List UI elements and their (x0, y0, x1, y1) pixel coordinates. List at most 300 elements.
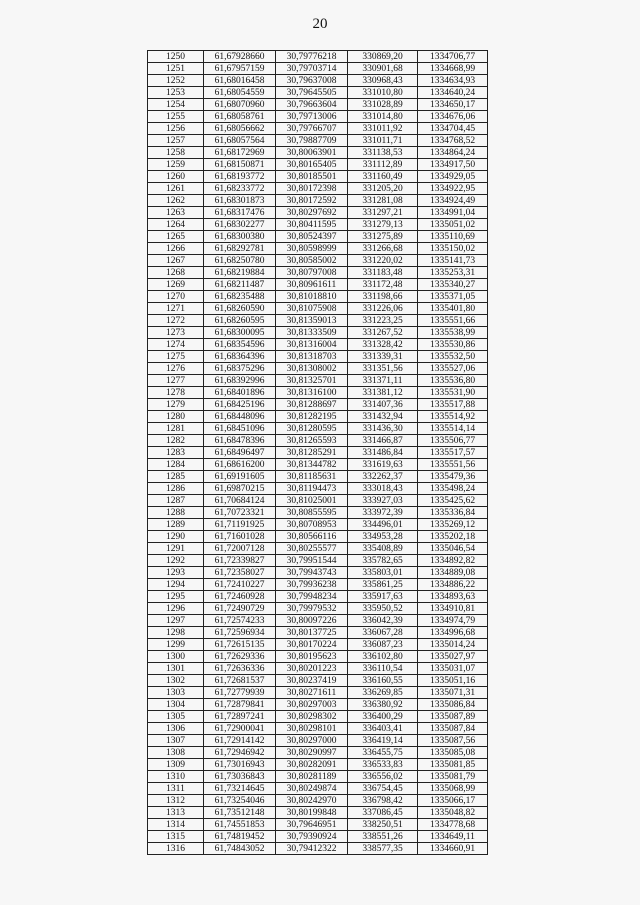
point-number-cell: 1250 (148, 51, 204, 63)
y-coordinate-cell: 1335110,69 (418, 231, 488, 243)
y-coordinate-cell: 1335071,31 (418, 687, 488, 699)
y-coordinate-cell: 1334893,63 (418, 591, 488, 603)
x-coordinate-cell: 335782,65 (348, 555, 418, 567)
y-coordinate-cell: 1335087,89 (418, 711, 488, 723)
y-coordinate-cell: 1335051,16 (418, 675, 488, 687)
table-row (148, 207, 488, 219)
y-coordinate-cell: 1334649,11 (418, 831, 488, 843)
longitude-cell: 30,80524397 (276, 231, 348, 243)
x-coordinate-cell: 331198,66 (348, 291, 418, 303)
table-row (148, 639, 488, 651)
longitude-cell: 30,80271611 (276, 687, 348, 699)
table-row (148, 219, 488, 231)
point-number-cell: 1297 (148, 615, 204, 627)
longitude-cell: 30,80185501 (276, 171, 348, 183)
coordinates-table-body (148, 51, 488, 855)
y-coordinate-cell: 1335517,88 (418, 399, 488, 411)
point-number-cell: 1261 (148, 183, 204, 195)
longitude-cell: 30,79713006 (276, 111, 348, 123)
point-number-cell: 1265 (148, 231, 204, 243)
longitude-cell: 30,80165405 (276, 159, 348, 171)
x-coordinate-cell: 330869,20 (348, 51, 418, 63)
y-coordinate-cell: 1335498,24 (418, 483, 488, 495)
longitude-cell: 30,81344782 (276, 459, 348, 471)
longitude-cell: 30,79703714 (276, 63, 348, 75)
longitude-cell: 30,80961611 (276, 279, 348, 291)
point-number-cell: 1251 (148, 63, 204, 75)
table-row (148, 567, 488, 579)
latitude-cell: 61,68616200 (204, 459, 276, 471)
y-coordinate-cell: 1334996,68 (418, 627, 488, 639)
latitude-cell: 61,73214645 (204, 783, 276, 795)
table-row (148, 615, 488, 627)
point-number-cell: 1298 (148, 627, 204, 639)
longitude-cell: 30,80170224 (276, 639, 348, 651)
longitude-cell: 30,81194473 (276, 483, 348, 495)
y-coordinate-cell: 1335401,80 (418, 303, 488, 315)
x-coordinate-cell: 336419,14 (348, 735, 418, 747)
point-number-cell: 1271 (148, 303, 204, 315)
y-coordinate-cell: 1334974,79 (418, 615, 488, 627)
y-coordinate-cell: 1335048,82 (418, 807, 488, 819)
x-coordinate-cell: 338577,35 (348, 843, 418, 855)
longitude-cell: 30,79390924 (276, 831, 348, 843)
x-coordinate-cell: 335803,01 (348, 567, 418, 579)
longitude-cell: 30,80297003 (276, 699, 348, 711)
longitude-cell: 30,79979532 (276, 603, 348, 615)
latitude-cell: 61,72946942 (204, 747, 276, 759)
x-coordinate-cell: 336455,75 (348, 747, 418, 759)
table-row (148, 651, 488, 663)
point-number-cell: 1313 (148, 807, 204, 819)
y-coordinate-cell: 1334778,68 (418, 819, 488, 831)
point-number-cell: 1262 (148, 195, 204, 207)
y-coordinate-cell: 1335087,56 (418, 735, 488, 747)
point-number-cell: 1316 (148, 843, 204, 855)
x-coordinate-cell: 331281,08 (348, 195, 418, 207)
point-number-cell: 1287 (148, 495, 204, 507)
y-coordinate-cell: 1335051,02 (418, 219, 488, 231)
point-number-cell: 1255 (148, 111, 204, 123)
point-number-cell: 1289 (148, 519, 204, 531)
point-number-cell: 1275 (148, 351, 204, 363)
point-number-cell: 1283 (148, 447, 204, 459)
point-number-cell: 1281 (148, 423, 204, 435)
table-row (148, 423, 488, 435)
x-coordinate-cell: 337086,45 (348, 807, 418, 819)
y-coordinate-cell: 1335514,14 (418, 423, 488, 435)
table-row (148, 459, 488, 471)
x-coordinate-cell: 330968,43 (348, 75, 418, 87)
point-number-cell: 1270 (148, 291, 204, 303)
table-row (148, 495, 488, 507)
y-coordinate-cell: 1334886,22 (418, 579, 488, 591)
y-coordinate-cell: 1335027,97 (418, 651, 488, 663)
latitude-cell: 61,68301873 (204, 195, 276, 207)
table-row (148, 831, 488, 843)
latitude-cell: 61,72636336 (204, 663, 276, 675)
longitude-cell: 30,80172398 (276, 183, 348, 195)
table-row (148, 543, 488, 555)
latitude-cell: 61,68451096 (204, 423, 276, 435)
latitude-cell: 61,72490729 (204, 603, 276, 615)
y-coordinate-cell: 1335551,66 (418, 315, 488, 327)
x-coordinate-cell: 336400,29 (348, 711, 418, 723)
x-coordinate-cell: 333018,43 (348, 483, 418, 495)
point-number-cell: 1295 (148, 591, 204, 603)
table-row (148, 135, 488, 147)
longitude-cell: 30,80172592 (276, 195, 348, 207)
table-row (148, 579, 488, 591)
longitude-cell: 30,81359013 (276, 315, 348, 327)
x-coordinate-cell: 336533,83 (348, 759, 418, 771)
x-coordinate-cell: 336087,23 (348, 639, 418, 651)
x-coordinate-cell: 334953,28 (348, 531, 418, 543)
y-coordinate-cell: 1335479,36 (418, 471, 488, 483)
table-row (148, 87, 488, 99)
longitude-cell: 30,80585002 (276, 255, 348, 267)
point-number-cell: 1282 (148, 435, 204, 447)
longitude-cell: 30,79776218 (276, 51, 348, 63)
longitude-cell: 30,80297000 (276, 735, 348, 747)
y-coordinate-cell: 1334660,91 (418, 843, 488, 855)
x-coordinate-cell: 331112,89 (348, 159, 418, 171)
x-coordinate-cell: 338250,51 (348, 819, 418, 831)
y-coordinate-cell: 1335340,27 (418, 279, 488, 291)
table-row (148, 231, 488, 243)
table-row (148, 51, 488, 63)
y-coordinate-cell: 1335150,02 (418, 243, 488, 255)
longitude-cell: 30,81316100 (276, 387, 348, 399)
point-number-cell: 1302 (148, 675, 204, 687)
y-coordinate-cell: 1334668,99 (418, 63, 488, 75)
x-coordinate-cell: 332262,37 (348, 471, 418, 483)
x-coordinate-cell: 331267,52 (348, 327, 418, 339)
longitude-cell: 30,80297692 (276, 207, 348, 219)
latitude-cell: 61,68375296 (204, 363, 276, 375)
table-row (148, 387, 488, 399)
x-coordinate-cell: 331619,63 (348, 459, 418, 471)
point-number-cell: 1294 (148, 579, 204, 591)
latitude-cell: 61,72629336 (204, 651, 276, 663)
y-coordinate-cell: 1335031,07 (418, 663, 488, 675)
y-coordinate-cell: 1334640,24 (418, 87, 488, 99)
point-number-cell: 1304 (148, 699, 204, 711)
table-row (148, 315, 488, 327)
y-coordinate-cell: 1335014,24 (418, 639, 488, 651)
y-coordinate-cell: 1335046,54 (418, 543, 488, 555)
point-number-cell: 1259 (148, 159, 204, 171)
table-row (148, 399, 488, 411)
longitude-cell: 30,81318703 (276, 351, 348, 363)
latitude-cell: 61,68260595 (204, 315, 276, 327)
y-coordinate-cell: 1334650,17 (418, 99, 488, 111)
point-number-cell: 1288 (148, 507, 204, 519)
y-coordinate-cell: 1334892,82 (418, 555, 488, 567)
y-coordinate-cell: 1335141,73 (418, 255, 488, 267)
table-row (148, 267, 488, 279)
latitude-cell: 61,68448096 (204, 411, 276, 423)
x-coordinate-cell: 336102,80 (348, 651, 418, 663)
table-row (148, 519, 488, 531)
longitude-cell: 30,80097226 (276, 615, 348, 627)
point-number-cell: 1256 (148, 123, 204, 135)
point-number-cell: 1311 (148, 783, 204, 795)
longitude-cell: 30,80255577 (276, 543, 348, 555)
x-coordinate-cell: 336269,85 (348, 687, 418, 699)
y-coordinate-cell: 1335517,57 (418, 447, 488, 459)
table-row (148, 291, 488, 303)
y-coordinate-cell: 1335336,84 (418, 507, 488, 519)
x-coordinate-cell: 331407,36 (348, 399, 418, 411)
longitude-cell: 30,79951544 (276, 555, 348, 567)
x-coordinate-cell: 336380,92 (348, 699, 418, 711)
x-coordinate-cell: 331010,80 (348, 87, 418, 99)
table-row (148, 171, 488, 183)
latitude-cell: 61,72900041 (204, 723, 276, 735)
table-row (148, 759, 488, 771)
longitude-cell: 30,80281189 (276, 771, 348, 783)
longitude-cell: 30,80242970 (276, 795, 348, 807)
longitude-cell: 30,80855595 (276, 507, 348, 519)
table-row (148, 99, 488, 111)
x-coordinate-cell: 331220,02 (348, 255, 418, 267)
longitude-cell: 30,81308002 (276, 363, 348, 375)
latitude-cell: 61,68211487 (204, 279, 276, 291)
table-row (148, 303, 488, 315)
x-coordinate-cell: 336556,02 (348, 771, 418, 783)
longitude-cell: 30,80598999 (276, 243, 348, 255)
y-coordinate-cell: 1335551,56 (418, 459, 488, 471)
longitude-cell: 30,81185631 (276, 471, 348, 483)
point-number-cell: 1293 (148, 567, 204, 579)
longitude-cell: 30,80249874 (276, 783, 348, 795)
y-coordinate-cell: 1335253,31 (418, 267, 488, 279)
y-coordinate-cell: 1334706,77 (418, 51, 488, 63)
longitude-cell: 30,79936238 (276, 579, 348, 591)
x-coordinate-cell: 331011,71 (348, 135, 418, 147)
longitude-cell: 30,79766707 (276, 123, 348, 135)
y-coordinate-cell: 1334910,81 (418, 603, 488, 615)
table-row (148, 735, 488, 747)
x-coordinate-cell: 335861,25 (348, 579, 418, 591)
longitude-cell: 30,81280595 (276, 423, 348, 435)
table-row (148, 339, 488, 351)
x-coordinate-cell: 331160,49 (348, 171, 418, 183)
y-coordinate-cell: 1335371,05 (418, 291, 488, 303)
x-coordinate-cell: 331205,20 (348, 183, 418, 195)
latitude-cell: 61,68235488 (204, 291, 276, 303)
latitude-cell: 61,72460928 (204, 591, 276, 603)
longitude-cell: 30,81333509 (276, 327, 348, 339)
x-coordinate-cell: 331223,25 (348, 315, 418, 327)
latitude-cell: 61,73254046 (204, 795, 276, 807)
point-number-cell: 1285 (148, 471, 204, 483)
latitude-cell: 61,68057564 (204, 135, 276, 147)
longitude-cell: 30,81316004 (276, 339, 348, 351)
latitude-cell: 61,72007128 (204, 543, 276, 555)
table-row (148, 255, 488, 267)
point-number-cell: 1292 (148, 555, 204, 567)
latitude-cell: 61,69870215 (204, 483, 276, 495)
x-coordinate-cell: 331011,92 (348, 123, 418, 135)
latitude-cell: 61,68300095 (204, 327, 276, 339)
table-row (148, 747, 488, 759)
y-coordinate-cell: 1335085,08 (418, 747, 488, 759)
y-coordinate-cell: 1334922,95 (418, 183, 488, 195)
y-coordinate-cell: 1335068,99 (418, 783, 488, 795)
y-coordinate-cell: 1335269,12 (418, 519, 488, 531)
latitude-cell: 61,68233772 (204, 183, 276, 195)
x-coordinate-cell: 331183,48 (348, 267, 418, 279)
latitude-cell: 61,72410227 (204, 579, 276, 591)
table-row (148, 687, 488, 699)
y-coordinate-cell: 1334768,52 (418, 135, 488, 147)
y-coordinate-cell: 1334929,05 (418, 171, 488, 183)
latitude-cell: 61,68496497 (204, 447, 276, 459)
x-coordinate-cell: 331297,21 (348, 207, 418, 219)
point-number-cell: 1309 (148, 759, 204, 771)
point-number-cell: 1314 (148, 819, 204, 831)
table-row (148, 75, 488, 87)
latitude-cell: 61,68193772 (204, 171, 276, 183)
table-row (148, 771, 488, 783)
point-number-cell: 1307 (148, 735, 204, 747)
longitude-cell: 30,79948234 (276, 591, 348, 603)
point-number-cell: 1253 (148, 87, 204, 99)
x-coordinate-cell: 331381,12 (348, 387, 418, 399)
point-number-cell: 1277 (148, 375, 204, 387)
longitude-cell: 30,81025001 (276, 495, 348, 507)
point-number-cell: 1310 (148, 771, 204, 783)
latitude-cell: 61,74843052 (204, 843, 276, 855)
point-number-cell: 1296 (148, 603, 204, 615)
table-row (148, 843, 488, 855)
point-number-cell: 1278 (148, 387, 204, 399)
table-row (148, 627, 488, 639)
x-coordinate-cell: 331028,89 (348, 99, 418, 111)
table-row (148, 375, 488, 387)
longitude-cell: 30,80708953 (276, 519, 348, 531)
longitude-cell: 30,80411595 (276, 219, 348, 231)
longitude-cell: 30,80063901 (276, 147, 348, 159)
y-coordinate-cell: 1334917,50 (418, 159, 488, 171)
longitude-cell: 30,79663604 (276, 99, 348, 111)
point-number-cell: 1284 (148, 459, 204, 471)
y-coordinate-cell: 1335066,17 (418, 795, 488, 807)
longitude-cell: 30,81265593 (276, 435, 348, 447)
y-coordinate-cell: 1335086,84 (418, 699, 488, 711)
longitude-cell: 30,79412322 (276, 843, 348, 855)
y-coordinate-cell: 1335536,80 (418, 375, 488, 387)
point-number-cell: 1266 (148, 243, 204, 255)
latitude-cell: 61,72596934 (204, 627, 276, 639)
latitude-cell: 61,68150871 (204, 159, 276, 171)
point-number-cell: 1264 (148, 219, 204, 231)
latitude-cell: 61,68478396 (204, 435, 276, 447)
y-coordinate-cell: 1335425,62 (418, 495, 488, 507)
table-row (148, 435, 488, 447)
point-number-cell: 1286 (148, 483, 204, 495)
longitude-cell: 30,80237419 (276, 675, 348, 687)
longitude-cell: 30,80298101 (276, 723, 348, 735)
y-coordinate-cell: 1334634,93 (418, 75, 488, 87)
longitude-cell: 30,79943743 (276, 567, 348, 579)
y-coordinate-cell: 1334704,45 (418, 123, 488, 135)
point-number-cell: 1279 (148, 399, 204, 411)
x-coordinate-cell: 335408,89 (348, 543, 418, 555)
table-row (148, 723, 488, 735)
latitude-cell: 61,68354596 (204, 339, 276, 351)
table-row (148, 279, 488, 291)
x-coordinate-cell: 331275,89 (348, 231, 418, 243)
latitude-cell: 61,68425196 (204, 399, 276, 411)
latitude-cell: 61,74819452 (204, 831, 276, 843)
x-coordinate-cell: 335917,63 (348, 591, 418, 603)
point-number-cell: 1257 (148, 135, 204, 147)
x-coordinate-cell: 331432,94 (348, 411, 418, 423)
y-coordinate-cell: 1334676,06 (418, 111, 488, 123)
point-number-cell: 1290 (148, 531, 204, 543)
table-row (148, 327, 488, 339)
y-coordinate-cell: 1335530,86 (418, 339, 488, 351)
table-row (148, 711, 488, 723)
table-row (148, 351, 488, 363)
point-number-cell: 1272 (148, 315, 204, 327)
table-row (148, 471, 488, 483)
x-coordinate-cell: 336403,41 (348, 723, 418, 735)
point-number-cell: 1305 (148, 711, 204, 723)
table-row (148, 183, 488, 195)
coordinates-table (147, 50, 488, 855)
y-coordinate-cell: 1335506,77 (418, 435, 488, 447)
table-row (148, 447, 488, 459)
latitude-cell: 61,72681537 (204, 675, 276, 687)
y-coordinate-cell: 1335538,99 (418, 327, 488, 339)
point-number-cell: 1276 (148, 363, 204, 375)
latitude-cell: 61,68292781 (204, 243, 276, 255)
point-number-cell: 1306 (148, 723, 204, 735)
y-coordinate-cell: 1335081,85 (418, 759, 488, 771)
y-coordinate-cell: 1334889,08 (418, 567, 488, 579)
x-coordinate-cell: 336160,55 (348, 675, 418, 687)
latitude-cell: 61,70684124 (204, 495, 276, 507)
latitude-cell: 61,70723321 (204, 507, 276, 519)
point-number-cell: 1315 (148, 831, 204, 843)
x-coordinate-cell: 331014,80 (348, 111, 418, 123)
latitude-cell: 61,72358027 (204, 567, 276, 579)
longitude-cell: 30,80199848 (276, 807, 348, 819)
latitude-cell: 61,71191925 (204, 519, 276, 531)
longitude-cell: 30,80566116 (276, 531, 348, 543)
table-row (148, 783, 488, 795)
longitude-cell: 30,81285291 (276, 447, 348, 459)
x-coordinate-cell: 331172,48 (348, 279, 418, 291)
longitude-cell: 30,80282091 (276, 759, 348, 771)
latitude-cell: 61,68016458 (204, 75, 276, 87)
latitude-cell: 61,68058761 (204, 111, 276, 123)
x-coordinate-cell: 334496,01 (348, 519, 418, 531)
x-coordinate-cell: 331138,53 (348, 147, 418, 159)
table-row (148, 243, 488, 255)
table-row (148, 507, 488, 519)
longitude-cell: 30,80201223 (276, 663, 348, 675)
x-coordinate-cell: 336067,28 (348, 627, 418, 639)
latitude-cell: 61,73016943 (204, 759, 276, 771)
x-coordinate-cell: 331339,31 (348, 351, 418, 363)
longitude-cell: 30,80797008 (276, 267, 348, 279)
y-coordinate-cell: 1335514,92 (418, 411, 488, 423)
